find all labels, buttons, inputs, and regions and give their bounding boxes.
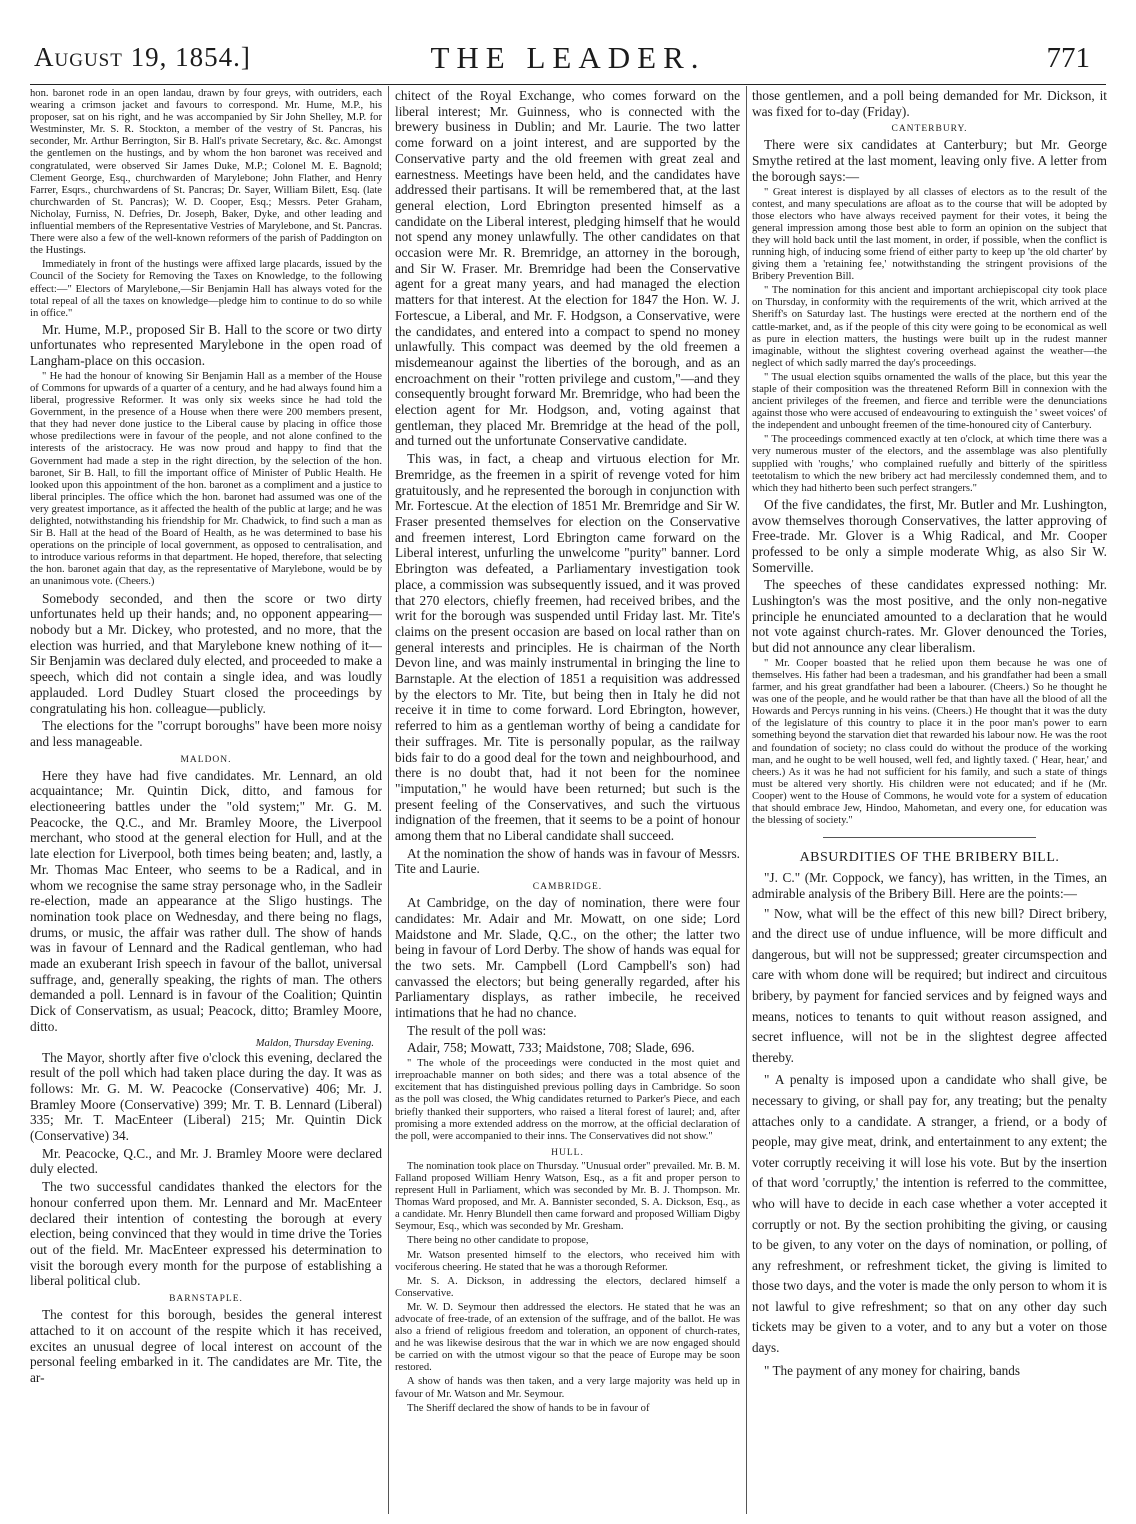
paragraph: " A penalty is imposed upon a candidate who shall give, be necessary to giving, or shall pay for, any treating; but the penalty attaches only to a candidate. A stranger, a friend, or a body of people, may give meat, drink, and entertainment to any extent; the voter corruptly receiving it will lose his vote. But by the insertion of that word 'corruptly,' the intention is referred to the committee, who will have to decide in each case whether a voter accepted it corruptly or not. By the section prohibiting the giving, or causing to be given, to any voter on the days of nomination, or polling, of any refreshment, or refreshment ticket, the giving is limited to those two days, and the voter is made the only person to whom it is not lawful to give refreshment; so that on any other day such tickets may be given to a voter, and to any but a voter on those days. (752, 1072, 1107, 1356)
section-heading-canterbury: CANTERBURY. (891, 124, 968, 135)
paragraph: A show of hands was then taken, and a very large majority was held up in favour of Mr. Watson and Mr. Seymour. (395, 1376, 740, 1400)
paragraph: The result of the poll was: (407, 1022, 547, 1038)
article-heading: ABSURDITIES OF THE BRIBERY BILL. (799, 850, 1060, 866)
masthead (28, 32, 1108, 82)
paragraph: hon. baronet rode in an open landau, drawn by four greys, with outriders, each wearing a crimson jacket and favours to correspond. Mr. Hume, M.P., his proposer, sat on his right, and he was accompanied by Sir John Shelley, M.P. for Westminster, Mr. S. R. Stockton, a member of the vestry of St. Pancras, his seconder, Mr. Arthur Berrington, Sir B. Hall's private Secretary, &c. &c. Amongst the gentlemen on the hustings, and by whom the hon baronet was received and congratulated, were observed Sir James Duke, M.P.; Colonel M. E. Bagnold; Clement George, Esq., churchwarden of Marylebone; John Flather, and Henry Farrer, Esqrs., churchwardens of St. Pancras; Dr. Sayer, William Bilett, Esq. (late churchwarden of St. Pancras); W. D. Cooper, Esq.; Messrs. Peter Graham, Nicholay, Furniss, N. Defries, Dr. Joseph, Baker, Dyke, and other leading and influential members of the Representative Vestries of Marylebone, and St. Pancras. There were also a few of the well-known reformers of the parish of Paddington on the Hustings. (30, 88, 382, 257)
paragraph: The Mayor, shortly after five o'clock this evening, declared the result of the poll which had taken place during the day. It was as follows: Mr. G. M. W. Peacocke (Conservative) 406; Mr. J. Bramley Moore (Conservative) 399; Mr. T. B. Lennard (Liberal) 335; Mr. T. MacEnteer (Liberal) 215; Mr. Quintin Dick (Conservative) 34. (30, 1049, 382, 1144)
paragraph: Of the five candidates, the first, Mr. Butler and Mr. Lushington, avow themselves thorough Conservatives, the latter approving of Free-trade. Mr. Glover is a Whig Radical, and Mr. Cooper professed to be only a simple moderate Whig, as also Sir W. Somerville. (752, 496, 1107, 575)
header-rule (30, 84, 1106, 85)
column-divider (388, 86, 389, 1514)
quoted-paragraph: " The usual election squibs ornamented the walls of the place, but this year the staple of their composition was the threatened Reform Bill in connexion with the ancient privileges of the freemen, and fierce and terrible were the denunciations against those who were accused of endeavouring to extinguish the ' sweet voices' of the independent and unbought freemen of the time-honoured city of Canterbury. (752, 371, 1107, 432)
paragraph: At the nomination the show of hands was in favour of Messrs. Tite and Laurie. (395, 845, 740, 877)
paragraph: Mr. Watson presented himself to the electors, who received him with vociferous cheering. He stated that he was a thorough Reformer. (395, 1249, 740, 1273)
column-1 (30, 88, 382, 1516)
section-heading-maldon: MALDON. (180, 754, 232, 765)
paragraph: Adair, 758; Mowatt, 733; Maidstone, 708; Slade, 696. (407, 1040, 695, 1056)
paragraph: chitect of the Royal Exchange, who comes forward on the liberal interest; Mr. Guinness, who is connected with the brewery business in Dublin; and Mr. Laurie. The two latter come forward on a joint interest, and are supported by the Conservative party and the old freemen with great zeal and earnestness. Meetings have been held, and the candidates have addressed their partisans. It will be remembered that, at the last general election, Lord Ebrington presented himself as a candidate on the Liberal interest, pledging himself that he would not spend any money unlawfully. The other candidates on that occasion were Mr. R. Bremridge, an attorney in the borough, and Sir W. Fraser. Mr. Bremridge had been the Conservative agent for a great many years, and had managed the election matters for that interest. At the election for 1847 the Hon. W. J. Fortescue, a Liberal, and Mr. F. Hodgson, a Conservative, were the candidates, and entered into a compact to spend no money unlawfully. This compact was deemed by the old freemen a misdemeanour against the liberties of the borough, and as an encroachment on their "rotten privilege and custom,"—and they consequently brought forward Mr. Bremridge, who had been the election agent for Mr. Hodgson, and, voting against that gentleman, they placed Mr. Bremridge at the head of the poll, and turned out the unfortunate Conservative candidate. (395, 88, 740, 449)
paragraph: The nomination took place on Thursday. "Unusual order" prevailed. Mr. B. M. Falland proposed William Henry Watson, Esq., as a fit and proper person to represent Hull in Parliament, which was seconded by Mr. B. J. Thompson. Mr. Thomas Ward proposed, and Mr. A. Bannister seconded, S. A. Dickson, Esq., as a candidate. Mr. Henry Blundell then came forward and proposed William Digby Seymour, Esq., which was seconded by Mr. Gresham. (395, 1160, 740, 1233)
quoted-paragraph: " The nomination for this ancient and important archiepiscopal city took place on Thursday, in conformity with the requirements of the writ, which arrived at the Sheriff's on Saturday last. The hustings were erected at the northern end of the cattle-market, and, as if the people of this city were going to be economical as well as pure in election matters, the hustings were built up in the rudest manner imaginable, without the slightest covering overhead against the weather—the neglect of which sadly marred the day's proceedings. (752, 285, 1107, 369)
column-3 (752, 88, 1107, 1516)
article-divider (823, 837, 1036, 838)
paragraph: The speeches of these candidates expressed nothing: Mr. Lushington's was the most positive, and the only non-negative principle he enunciated amounted to a declaration that he would not vote against church-rates. Mr. Glover denounced the Tories, but did not announce any clear liberalism. (752, 577, 1107, 656)
quoted-paragraph: " He had the honour of knowing Sir Benjamin Hall as a member of the House of Commons for upwards of a quarter of a century, and he had always found him a liberal, progressive Reformer. It was only six weeks since he had told the Government, in the presence of a House when there were 200 members present, that they had never done justice to the Liberal cause by placing in office those whose predilections were in favour of the people, and not alone confined to the interests of the aristocracy. He was now proud and happy to find that the Government had made a step in the right direction, by the selection of the hon. baronet, Sir B. Hall, to fill the important office of Minister of Public Health. He looked upon this appointment of the hon. baronet as a compliment and a justice to liberal principles. The office which the hon. baronet had assumed was one of the very greatest importance, as it affected the health of the public at large; and he was delighted, notwithstanding his friendship for Mr. Chadwick, to find such a man as Sir B. Hall at the head of the Board of Health, as he was determined to base his operations on the principle of local government, as opposed to centralisation, and to introduce various reforms in that department. He hoped, therefore, that selecting the hon. baronet again that day, as the representative of Marylebone, would be by an unanimous vote. (Cheers.) (30, 370, 382, 588)
paragraph: Mr. Hume, M.P., proposed Sir B. Hall to the score or two dirty unfortunates who represented Marylebone in the open road of Langham-place on this occasion. (30, 321, 382, 369)
section-heading-hull: HULL. (551, 1147, 584, 1158)
paragraph: Immediately in front of the hustings were affixed large placards, issued by the Council of the Society for Removing the Taxes on Knowledge, to the following effect:—" Electors of Marylebone,—Sir Benjamin Hall has always voted for the total repeal of all the taxes on knowledge—pledge him to continue to do so while in office." (30, 259, 382, 319)
issue-date: August 19, 1854.] (34, 42, 251, 72)
paragraph: There being no other candidate to propose, (407, 1235, 589, 1247)
column-divider (746, 86, 747, 1514)
dateline: Maldon, Thursday Evening. (255, 1037, 374, 1049)
quoted-paragraph: " The proceedings commenced exactly at ten o'clock, at which time there was a very numerous muster of the electors, and the assemblage was also plentifully supplied with 'roughs,' who complained ruefully and bitterly of the spiritless teetotalism to which the new bribery act had mercilessly condemned them, and to which they had hitherto been such perfect strangers." (752, 434, 1107, 494)
newspaper-title: THE LEADER. (430, 40, 706, 75)
paragraph: " Now, what will be the effect of this new bill? Direct bribery, and the direct use of undue influence, will be more difficult and dangerous, but will not be suppressed; greater circumspection and care with whom done will be required; but indirect and circuitous bribery, by payment for fancied services and by feigned ways and means, notices to tenants to quit without reason assigned, and secret influence, will not be in the slightest degree affected thereby. (752, 905, 1107, 1065)
quoted-paragraph: " The whole of the proceedings were conducted in the most quiet and irreproachable manner on both sides; and there was a total absence of the excitement that has distinguished previous polling days in Cambridge. So soon as the poll was closed, the Whig candidates returned to Parker's Piece, and each briefly thanked their supporters, who raised a literal forest of laurel; and, after promising a more extended address on the morrow, at the official declaration of the poll, were accompanied to their inns. The Conservatives did not show." (395, 1058, 740, 1142)
paragraph: The elections for the "corrupt boroughs" have been more noisy and less manageable. (30, 718, 382, 749)
paragraph: "J. C." (Mr. Coppock, we fancy), has written, in the Times, an admirable analysis of the Bribery Bill. Here are the points:— (752, 870, 1107, 901)
paragraph: This was, in fact, a cheap and virtuous election for Mr. Bremridge, as the freemen in a spirit of revenge voted for him gratuitously, and he represented the borough in conjunction with Mr. Fortescue. At the election of 1851 Mr. Bremridge and Sir W. Fraser presented themselves for election on the Conservative and freemen interest, Lord Ebrington came forward on the Liberal interest, unfurling the unwelcome "purity" banner. Lord Ebrington was defeated, a Parliamentary investigation took place, a commission was subsequently issued, and it was proved that 270 electors, chiefly freemen, had received bribes, and the writ for the borough was suspended until Friday last. Mr. Tite's claims on the present occasion are based on local rather than on general interests and principles. He is chairman of the North Devon line, and was mainly instrumental in bringing the line to Barnstaple. At the election of 1851 a requisition was addressed by the electors to Mr. Tite, but being then in Italy he did not receive it in time to come forward. Lord Ebrington, however, referred to him as a gentleman worthy of being a candidate for their suffrages. Mr. Tite is personally popular, as the railway bids fair to do a good deal for the town and neighbourhood, and there is no doubt that, had it not been for the nominee "imputation," he would have been returned; but such is the present feeling of the Conservatives, and such the virtuous indignation of the freemen, that it seems to be a point of honour among them that no Liberal candidate shall succeed. (395, 451, 740, 844)
paragraph: The two successful candidates thanked the electors for the honour conferred upon them. Mr. Lennard and Mr. MacEnteer declared their intention of contesting the borough at every election, being convinced that they would in time drive the Tories out of the field. Mr. MacEnteer expressed his determination to visit the borough every month for the purpose of establishing a liberal political club. (30, 1179, 382, 1289)
column-2 (395, 88, 740, 1516)
page-number: 771 (1046, 42, 1090, 74)
paragraph: " The payment of any money for chairing, bands (764, 1362, 1020, 1378)
paragraph: The contest for this borough, besides the general interest attached to it on account of the respite which it has received, excites an unusual degree of local interest on account of the personal feeling embarked in it. The candidates are Mr. Tite, the ar- (30, 1307, 382, 1385)
paragraph: Here they have had five candidates. Mr. Lennard, an old acquaintance; Mr. Quintin Dick, ditto, and famous for electioneering battles under the "old system;" Mr. G. M. Peacocke, the Q.C., and Mr. Bramley Moore, the Liverpool merchant, who stood at the general election for Hull, and at the late election for Liverpool, both times being beaten; and, lastly, a Mr. Thomas Mac Enteer, who seems to be a Radical, and in whom we recognise the same stray personage who, in the Sadleir re-election, made an appearance at the Sligo hustings. The nomination took place on Wednesday, and there being no flags, drums, or music, the affair was rather dull. The show of hands was in favour of Lennard and the Radical gentleman, who had made an exuberant Irish speech in favour of the ballot, universal suffrage, and, generally speaking, the rights of man. The others demanded a poll. Lennard is in favour of the Coalition; Quintin Dick of Conservatism, as usual; Peacock, ditto; Bramley Moore, ditto. (30, 767, 382, 1034)
paragraph: There were six candidates at Canterbury; but Mr. George Smythe retired at the last moment, leaving only five. A letter from the borough says:— (752, 137, 1107, 184)
section-heading-cambridge: CAMBRIDGE. (532, 882, 603, 893)
paragraph: Mr. S. A. Dickson, in addressing the electors, declared himself a Conservative. (395, 1275, 740, 1299)
paragraph: Mr. Peacocke, Q.C., and Mr. J. Bramley Moore were declared duly elected. (30, 1145, 382, 1177)
paragraph: Mr. W. D. Seymour then addressed the electors. He stated that he was an advocate of free-trade, of an extension of the suffrage, and of the ballot. He was also a friend of religious freedom and toleration, an opponent of church-rates, and he was likewise desirous that the war in which we are now engaged should be carried on with the utmost vigour so that the peace of Europe may be soon restored. (395, 1301, 740, 1374)
paragraph: At Cambridge, on the day of nomination, there were four candidates: Mr. Adair and Mr. Mowatt, on one side; Lord Maidstone and Mr. Slade, Q.C., on the other; the latter two being in favour of Lord Derby. The show of hands was equal for the two sets. Mr. Campbell (Lord Campbell's son) had canvassed the electors; but being generally regarded, after his Parliamentary displays, as rather imbecile, he received intimations that he had no chance. (395, 895, 740, 1021)
section-heading-barnstaple: BARNSTAPLE. (169, 1294, 243, 1305)
quoted-paragraph: " Mr. Cooper boasted that he relied upon them because he was one of themselves. His father had been a tradesman, and his grandfather had been a small farmer, and his great grandfather had been a labourer. (Cheers.) So he thought he was one of the people, and he would rather be that than have all the blood of all the Howards and Percys running in his veins. (Cheers.) He thought that it was the duty of the legislature of this country to place it in the poor man's power to earn something beyond the starvation diet that rewarded his labour now. He was the root and foundation of society; no class could do without the produce of the working man, and he ought to be well housed, well fed, and lightly taxed. (' Hear, hear,' and cheers.) As it was he had not sufficient for his family, and such a state of things must be altered very shortly. His children were not educated; and if he (Mr. Cooper) went to the House of Commons, he would vote for a system of education that should embrace Jew, Hindoo, Mahometan, and every one, for education was the blessing of society." (752, 657, 1107, 827)
quoted-paragraph: " Great interest is displayed by all classes of electors as to the result of the contest, and many speculations are afloat as to the course that will be adopted by those electors who have always received payment for their votes, it being the general impression among those best able to form an opinion on the subject that they will hold back until the last moment, in order, if possible, when the conflict is running high, of inducing some friend of either party to keep up 'the old charter' by giving them a 'retaining fee,' notwithstanding the stringent provisions of the Bribery Prevention Bill. (752, 186, 1107, 283)
paragraph: those gentlemen, and a poll being demanded for Mr. Dickson, it was fixed for to-day (Friday). (752, 88, 1107, 119)
paragraph: Somebody seconded, and then the score or two dirty unfortunates held up their hands; and, no opponent appearing—nobody but a Mr. Dickey, who protested, and no more, that the election was hurried, and that Marylebone knew nothing of it—Sir Benjamin was declared duly elected, and proceeded to make a speech, which did not contain a single idea, and was loudly applauded. Lord Dudley Stuart closed the proceedings by congratulating his hon. colleague—publicly. (30, 590, 382, 716)
paragraph: The Sheriff declared the show of hands to be in favour of (407, 1402, 650, 1414)
